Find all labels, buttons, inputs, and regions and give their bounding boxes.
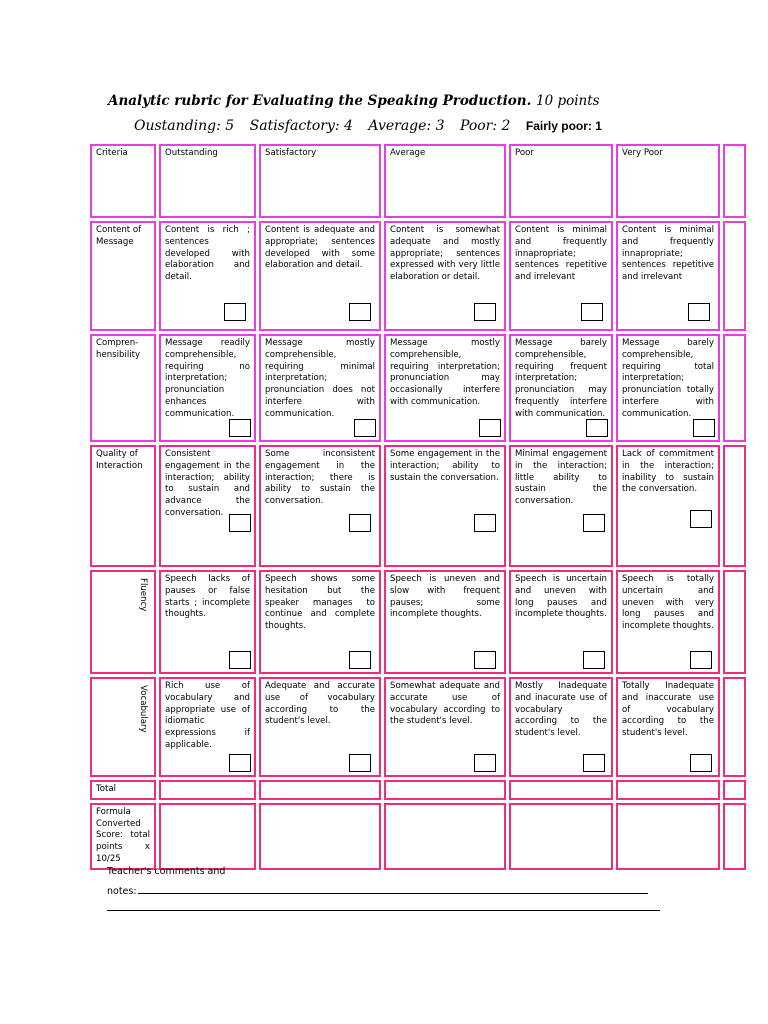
header-criteria: Criteria <box>90 144 156 218</box>
score-scale <box>134 118 602 134</box>
total-cell[interactable] <box>616 780 720 800</box>
descriptor-cell <box>384 445 506 567</box>
descriptor-text: Speech lacks of pauses or false starts ; incomplete thoughts. <box>165 574 250 620</box>
total-cell[interactable] <box>159 780 256 800</box>
descriptor-text: Message readily comprehensible, requiring no interpretation; pronunciation enhances communication. <box>165 338 250 419</box>
score-checkbox[interactable] <box>479 419 501 437</box>
descriptor-cell <box>259 334 381 442</box>
descriptor-cell <box>509 445 613 567</box>
descriptor-cell <box>616 221 720 331</box>
descriptor-text: Content is adequate and appropriate; sentences developed with some elaboration and detail. <box>265 225 375 271</box>
score-checkbox[interactable] <box>586 419 608 437</box>
descriptor-cell <box>384 221 506 331</box>
descriptor-text: Mostly Inadequate and inacurate use of vocabulary according to the student's level. <box>515 681 607 739</box>
descriptor-cell <box>159 221 256 331</box>
extra-cell <box>723 445 746 567</box>
total-row <box>90 780 746 800</box>
extra-cell <box>723 570 746 674</box>
criterion-label: Content of Message <box>90 221 156 331</box>
descriptor-text: Message mostly comprehensible, requiring interpretation; pronunciation may occasionally interfere with communication. <box>390 338 500 407</box>
score-checkbox[interactable] <box>474 303 496 321</box>
descriptor-cell <box>509 570 613 674</box>
scale-satisfactory: Satisfactory: 4 <box>249 118 353 134</box>
rubric-row-comprehensibility <box>90 334 746 442</box>
score-checkbox[interactable] <box>229 514 251 532</box>
descriptor-text: Message barely comprehensible, requiring total interpretation; pronunciation totally interfere with communication. <box>622 338 714 419</box>
score-checkbox[interactable] <box>349 754 371 772</box>
formula-cell[interactable] <box>509 803 613 870</box>
descriptor-cell <box>159 445 256 567</box>
criterion-cell <box>90 677 156 777</box>
descriptor-text: Content is somewhat adequate and mostly appropriate; sentences expressed with very little elaboration or detail. <box>390 225 500 283</box>
descriptor-text: Speech shows some hesitation but the speaker manages to continue and complete thoughts. <box>265 574 375 632</box>
descriptor-text: Content is rich ; sentences developed with elaboration and detail. <box>165 225 250 283</box>
descriptor-text: Speech is totally uncertain and uneven with very long pauses and incomplete thoughts. <box>622 574 714 632</box>
descriptor-text: Some inconsistent engagement in the interaction; there is ability to sustain the conversation. <box>265 449 375 507</box>
descriptor-cell <box>259 221 381 331</box>
descriptor-cell <box>509 334 613 442</box>
notes-field[interactable] <box>107 883 648 897</box>
formula-cell[interactable] <box>159 803 256 870</box>
descriptor-text: Content is minimal and frequently innapropriate; sentences repetitive and irrelevant <box>515 225 607 283</box>
rubric-row-interaction <box>90 445 746 567</box>
descriptor-text: Some engagement in the interaction; ability to sustain the conversation. <box>390 449 500 483</box>
total-cell[interactable] <box>384 780 506 800</box>
criterion-label: Compren-hensibility <box>90 334 156 442</box>
score-checkbox[interactable] <box>581 303 603 321</box>
extra-cell <box>723 803 746 870</box>
descriptor-text: Speech is uncertain and uneven with long pauses and incomplete thoughts. <box>515 574 607 620</box>
descriptor-text: Rich use of vocabulary and appropriate use of idiomatic expressions if applicable. <box>165 681 250 750</box>
title-main: Analytic rubric for Evaluating the Speaking Production. <box>108 93 532 109</box>
descriptor-cell <box>384 570 506 674</box>
descriptor-cell <box>159 570 256 674</box>
scale-average: Average: 3 <box>368 118 445 134</box>
descriptor-cell <box>384 334 506 442</box>
descriptor-text: Totally Inadequate and inaccurate use of vocabulary according to the student's level. <box>622 681 714 739</box>
extra-cell <box>723 677 746 777</box>
descriptor-cell <box>159 334 256 442</box>
formula-cell[interactable] <box>259 803 381 870</box>
score-checkbox[interactable] <box>224 303 246 321</box>
score-checkbox[interactable] <box>583 514 605 532</box>
descriptor-text: Message mostly comprehensible, requiring minimal interpretation; pronunciation does not interfere with communication. <box>265 338 375 419</box>
descriptor-text: Speech is uneven and slow with frequent pauses; some incomplete thoughts. <box>390 574 500 620</box>
descriptor-cell <box>259 570 381 674</box>
score-checkbox[interactable] <box>688 303 710 321</box>
score-checkbox[interactable] <box>474 754 496 772</box>
score-checkbox[interactable] <box>690 754 712 772</box>
descriptor-text: Somewhat adequate and accurate use of vocabulary according to the student's level. <box>390 681 500 727</box>
header-average: Average <box>384 144 506 218</box>
total-cell[interactable] <box>509 780 613 800</box>
header-satisfactory: Satisfactory <box>259 144 381 218</box>
score-checkbox[interactable] <box>583 754 605 772</box>
descriptor-text: Message barely comprehensible, requiring frequent interpretation; pronunciation may frequently interfere with communication. <box>515 338 607 419</box>
total-label: Total <box>90 780 156 800</box>
header-outstanding: Outstanding <box>159 144 256 218</box>
criterion-label: Fluency <box>138 578 148 612</box>
criterion-label: Quality of Interaction <box>90 445 156 567</box>
rubric-row-content <box>90 221 746 331</box>
descriptor-cell <box>509 221 613 331</box>
descriptor-cell <box>384 677 506 777</box>
score-checkbox[interactable] <box>693 419 715 437</box>
descriptor-text: Content is minimal and frequently innapropriate; sentences repetitive and irrelevant <box>622 225 714 283</box>
score-checkbox[interactable] <box>354 419 376 437</box>
notes-label: notes: <box>107 886 137 897</box>
criterion-label: Vocabulary <box>138 685 148 733</box>
score-checkbox[interactable] <box>474 514 496 532</box>
notes-underline <box>138 883 648 894</box>
formula-cell[interactable] <box>616 803 720 870</box>
formula-cell[interactable] <box>384 803 506 870</box>
scale-outstanding: Oustanding: 5 <box>134 118 235 134</box>
title-points: 10 points <box>535 93 600 109</box>
descriptor-text: Lack of commitment in the interaction; inability to sustain the conversation. <box>622 449 714 495</box>
rubric-row-fluency <box>90 570 746 674</box>
rubric-title <box>108 93 600 109</box>
header-extra-cell <box>723 144 746 218</box>
teacher-comments-label: Teacher's comments and <box>107 866 226 877</box>
score-checkbox[interactable] <box>229 651 251 669</box>
score-checkbox[interactable] <box>349 514 371 532</box>
header-row <box>90 144 746 218</box>
scale-fairly-poor: Fairly poor: 1 <box>525 119 602 133</box>
formula-row <box>90 803 746 870</box>
scale-poor: Poor: 2 <box>459 118 511 134</box>
score-checkbox[interactable] <box>229 419 251 437</box>
score-checkbox[interactable] <box>690 651 712 669</box>
score-checkbox[interactable] <box>229 754 251 772</box>
descriptor-cell <box>616 677 720 777</box>
descriptor-cell <box>616 570 720 674</box>
score-checkbox[interactable] <box>474 651 496 669</box>
score-checkbox[interactable] <box>349 651 371 669</box>
descriptor-cell <box>616 334 720 442</box>
extra-cell <box>723 780 746 800</box>
notes-underline-2[interactable] <box>107 910 660 911</box>
descriptor-cell <box>616 445 720 567</box>
score-checkbox[interactable] <box>690 510 712 528</box>
rubric-table <box>87 141 749 873</box>
extra-cell <box>723 334 746 442</box>
criterion-cell <box>90 570 156 674</box>
score-checkbox[interactable] <box>583 651 605 669</box>
extra-cell <box>723 221 746 331</box>
descriptor-cell <box>259 445 381 567</box>
header-poor: Poor <box>509 144 613 218</box>
header-very-poor: Very Poor <box>616 144 720 218</box>
rubric-row-vocabulary <box>90 677 746 777</box>
formula-label: Formula Converted Score: total points x 10/25 <box>90 803 156 870</box>
descriptor-text: Minimal engagement in the interaction; little ability to sustain the conversation. <box>515 449 607 507</box>
score-checkbox[interactable] <box>349 303 371 321</box>
descriptor-cell <box>159 677 256 777</box>
total-cell[interactable] <box>259 780 381 800</box>
descriptor-text: Consistent engagement in the interaction; ability to sustain and advance the conversation. <box>165 449 250 518</box>
descriptor-cell <box>259 677 381 777</box>
descriptor-cell <box>509 677 613 777</box>
descriptor-text: Adequate and accurate use of vocabulary according to the student's level. <box>265 681 375 727</box>
